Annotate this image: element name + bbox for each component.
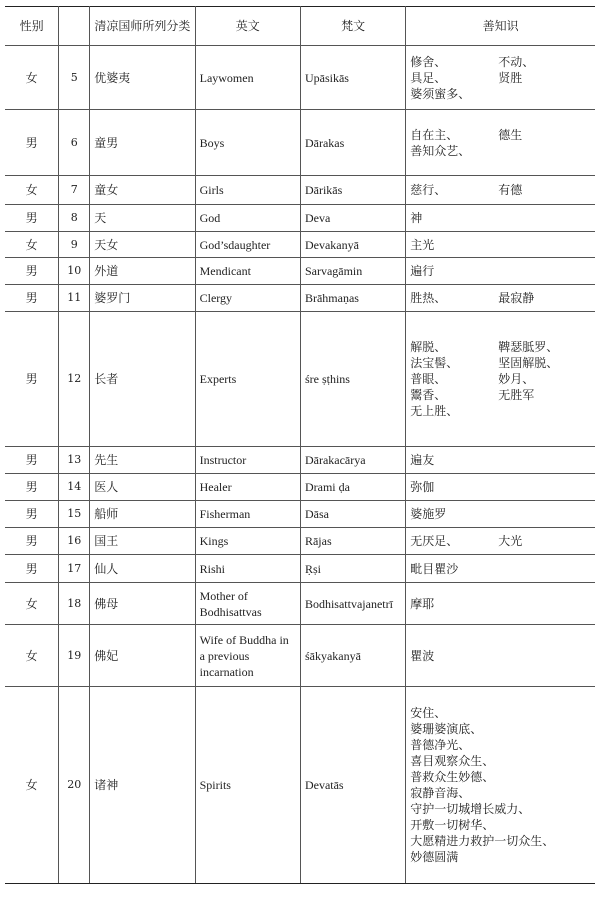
table-row [5, 687, 595, 884]
table-row [5, 501, 595, 528]
number-cell: 16 [59, 528, 90, 555]
good-friend-name: 主光 [410, 237, 435, 252]
good-friend-name: 弥伽 [410, 480, 435, 494]
good-friends-cell [406, 528, 595, 555]
good-friend-name: 婆珊婆演底、 [410, 722, 483, 736]
good-friends-list [410, 533, 591, 549]
good-friends-list [410, 705, 591, 865]
english-cell: Instructor [195, 447, 300, 474]
table-row [5, 447, 595, 474]
english-cell: Healer [195, 474, 300, 501]
gender-cell: 女 [5, 687, 59, 884]
good-friend-name: 守护一切城增长威力、 [410, 802, 531, 816]
good-friends-cell [406, 46, 595, 110]
number-cell: 6 [59, 110, 90, 176]
header-number [59, 7, 90, 46]
good-friend-name: 遍友 [410, 453, 435, 467]
good-friends-cell [406, 625, 595, 687]
good-friend-name: 鬻香、 [410, 388, 447, 402]
number-cell: 11 [59, 285, 90, 312]
category-cell: 童女 [90, 176, 195, 205]
category-cell: 仙人 [90, 555, 195, 583]
good-friends-cell [406, 176, 595, 205]
number-cell: 14 [59, 474, 90, 501]
number-cell: 15 [59, 501, 90, 528]
good-friends-cell [406, 232, 595, 258]
sanskrit-cell: Devakanyā [300, 232, 405, 258]
good-friend-name: 普德净光、 [410, 738, 471, 752]
sanskrit-cell: Rājas [300, 528, 405, 555]
good-friend-name: 妙德圆满 [410, 850, 459, 864]
english-cell: Mendicant [195, 258, 300, 285]
category-cell: 佛母 [90, 583, 195, 625]
sanskrit-cell: Dārakas [300, 110, 405, 176]
table-header-row [5, 7, 595, 46]
good-friend-name: 婆施罗 [410, 507, 447, 521]
table-row [5, 110, 595, 176]
good-friends-list [410, 596, 591, 612]
good-friends-cell [406, 205, 595, 232]
good-friends-cell [406, 312, 595, 447]
table-row [5, 528, 595, 555]
number-cell: 13 [59, 447, 90, 474]
good-friend-name: 普眼、 [410, 372, 447, 386]
good-friend-name: 大愿精进力救护一切众生、 [410, 834, 555, 848]
good-friends-list [410, 452, 591, 468]
good-friend-name: 法宝髻、 [410, 356, 459, 370]
english-cell: Experts [195, 312, 300, 447]
good-friend-name: 普救众生妙德、 [410, 770, 495, 784]
english-cell: Kings [195, 528, 300, 555]
good-friends-list [410, 339, 591, 419]
good-friend-name: 遍行 [410, 264, 435, 278]
good-friend-name: 修舍、 [410, 54, 447, 69]
english-cell: Wife of Buddha in a previous incarnation [195, 625, 300, 687]
english-cell: Girls [195, 176, 300, 205]
good-friends-list [410, 127, 591, 159]
good-friends-list [410, 479, 591, 495]
english-cell: Spirits [195, 687, 300, 884]
sanskrit-cell: Ṛṣi [300, 555, 405, 583]
table-row [5, 555, 595, 583]
good-friend-name: 最寂静 [498, 291, 535, 305]
gender-cell: 男 [5, 528, 59, 555]
good-friends-list [410, 290, 591, 306]
category-cell: 诸神 [90, 687, 195, 884]
english-cell: Mother of Bodhisattvas [195, 583, 300, 625]
table-row [5, 232, 595, 258]
good-friends-list [410, 506, 591, 522]
good-friend-name: 毗目瞿沙 [410, 561, 459, 576]
sanskrit-cell: Brāhmaṇas [300, 285, 405, 312]
table-row [5, 46, 595, 110]
number-cell: 9 [59, 232, 90, 258]
sanskrit-cell: Dāsa [300, 501, 405, 528]
table-row [5, 625, 595, 687]
sanskrit-cell: śākyakanyā [300, 625, 405, 687]
good-friend-name: 神 [410, 211, 423, 225]
table-body [5, 46, 595, 884]
category-cell: 婆罗门 [90, 285, 195, 312]
english-cell: Rishi [195, 555, 300, 583]
good-friend-name: 喜目观察众生、 [410, 754, 495, 768]
number-cell: 7 [59, 176, 90, 205]
english-cell: God’sdaughter [195, 232, 300, 258]
good-friends-list [410, 54, 591, 102]
number-cell: 17 [59, 555, 90, 583]
header-good-friends: 善知识 [406, 7, 595, 46]
gender-cell: 男 [5, 285, 59, 312]
good-friends-list [410, 561, 591, 577]
gender-cell: 男 [5, 258, 59, 285]
category-cell: 天女 [90, 232, 195, 258]
good-friend-name: 慈行、 [410, 183, 447, 197]
good-friend-name: 无胜军 [498, 388, 535, 402]
header-category: 清凉国师所列分类 [90, 7, 195, 46]
good-friend-name: 寂静音海、 [410, 786, 471, 800]
sanskrit-cell: Dārikās [300, 176, 405, 205]
header-sanskrit: 梵文 [300, 7, 405, 46]
number-cell: 12 [59, 312, 90, 447]
gender-cell: 男 [5, 474, 59, 501]
category-cell: 天 [90, 205, 195, 232]
good-friend-name: 胜热、 [410, 291, 447, 305]
category-cell: 船师 [90, 501, 195, 528]
category-cell: 佛妃 [90, 625, 195, 687]
good-friend-name: 开敷一切树华、 [410, 818, 495, 832]
number-cell: 19 [59, 625, 90, 687]
good-friend-name: 瞿波 [410, 648, 435, 663]
table-row [5, 176, 595, 205]
category-cell: 童男 [90, 110, 195, 176]
good-friend-name: 婆须蜜多、 [410, 86, 471, 101]
good-friends-cell [406, 447, 595, 474]
table-row [5, 474, 595, 501]
gender-cell: 女 [5, 176, 59, 205]
sanskrit-cell: Dārakacārya [300, 447, 405, 474]
good-friends-cell [406, 501, 595, 528]
gender-cell: 男 [5, 555, 59, 583]
good-friend-name: 妙月、 [498, 372, 535, 386]
sanskrit-cell: Bodhisattvajanetrī [300, 583, 405, 625]
good-friend-name: 贤胜 [498, 70, 523, 85]
category-cell: 优婆夷 [90, 46, 195, 110]
sanskrit-cell: Sarvagāmin [300, 258, 405, 285]
sanskrit-cell: Deva [300, 205, 405, 232]
category-cell: 国王 [90, 528, 195, 555]
gender-cell: 男 [5, 110, 59, 176]
sanskrit-cell: Drami ḍa [300, 474, 405, 501]
good-friends-cell [406, 110, 595, 176]
good-friend-name: 不动、 [498, 54, 535, 69]
good-friend-name: 解脱、 [410, 340, 447, 354]
number-cell: 20 [59, 687, 90, 884]
table-row [5, 258, 595, 285]
category-cell: 先生 [90, 447, 195, 474]
good-friends-list [410, 648, 591, 664]
number-cell: 5 [59, 46, 90, 110]
header-gender: 性别 [5, 7, 59, 46]
good-friend-name: 安住、 [410, 706, 447, 720]
category-cell: 外道 [90, 258, 195, 285]
good-friends-cell [406, 474, 595, 501]
good-friends-cell [406, 258, 595, 285]
good-friends-list [410, 182, 591, 198]
good-friends-table [5, 6, 595, 884]
number-cell: 10 [59, 258, 90, 285]
gender-cell: 男 [5, 447, 59, 474]
table-row [5, 312, 595, 447]
gender-cell: 女 [5, 46, 59, 110]
gender-cell: 男 [5, 205, 59, 232]
english-cell: God [195, 205, 300, 232]
good-friends-cell [406, 285, 595, 312]
sanskrit-cell: śre ṣṭhins [300, 312, 405, 447]
gender-cell: 女 [5, 625, 59, 687]
number-cell: 18 [59, 583, 90, 625]
sanskrit-cell: Upāsikās [300, 46, 405, 110]
gender-cell: 女 [5, 583, 59, 625]
good-friend-name: 无上胜、 [410, 404, 459, 418]
table-row [5, 205, 595, 232]
gender-cell: 女 [5, 232, 59, 258]
good-friends-list [410, 237, 591, 253]
good-friends-list [410, 263, 591, 279]
good-friend-name: 大光 [498, 534, 523, 548]
good-friend-name: 坚固解脱、 [498, 356, 559, 370]
good-friends-cell [406, 555, 595, 583]
good-friend-name: 自在主、 [410, 127, 459, 142]
english-cell: Clergy [195, 285, 300, 312]
gender-cell: 男 [5, 312, 59, 447]
good-friend-name: 摩耶 [410, 596, 435, 611]
number-cell: 8 [59, 205, 90, 232]
good-friend-name: 无厌足、 [410, 534, 459, 548]
english-cell: Laywomen [195, 46, 300, 110]
good-friend-name: 具足、 [410, 70, 447, 85]
good-friend-name: 鞞瑟胝罗、 [498, 340, 559, 354]
english-cell: Fisherman [195, 501, 300, 528]
good-friend-name: 有德 [498, 183, 523, 197]
good-friend-name: 德生 [498, 127, 523, 142]
category-cell: 长者 [90, 312, 195, 447]
good-friends-cell [406, 687, 595, 884]
good-friends-list [410, 210, 591, 226]
good-friend-name: 善知众艺、 [410, 143, 471, 158]
table-row [5, 583, 595, 625]
gender-cell: 男 [5, 501, 59, 528]
header-english: 英文 [195, 7, 300, 46]
good-friends-cell [406, 583, 595, 625]
english-cell: Boys [195, 110, 300, 176]
table-row [5, 285, 595, 312]
sanskrit-cell: Devatās [300, 687, 405, 884]
category-cell: 医人 [90, 474, 195, 501]
